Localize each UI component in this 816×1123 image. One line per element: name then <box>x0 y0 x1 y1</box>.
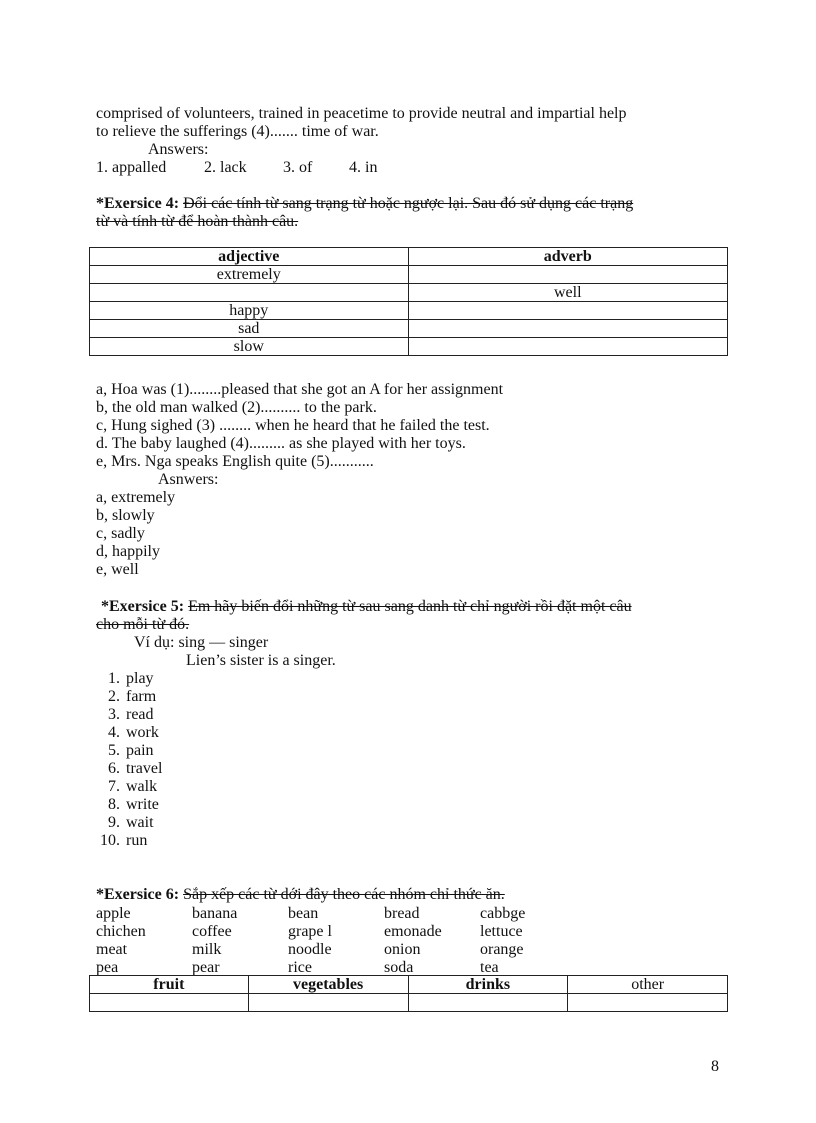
food-word: grape l <box>288 923 332 940</box>
food-row <box>96 941 576 959</box>
table-cell <box>408 320 727 338</box>
food-word: coffee <box>192 923 232 940</box>
table-row <box>90 284 728 302</box>
food-word: banana <box>192 905 238 922</box>
passage-answers-label: Answers: <box>148 141 209 158</box>
food-word: tea <box>480 959 499 976</box>
ex4-answer: e, well <box>96 561 139 578</box>
food-word: chichen <box>96 923 146 940</box>
passage-answer: 4. in <box>349 159 378 176</box>
food-row <box>96 905 576 923</box>
table-cell <box>90 994 249 1012</box>
ex4-heading <box>96 195 633 213</box>
adjective-adverb-table <box>89 247 728 356</box>
food-word: orange <box>480 941 524 958</box>
ex6-instruction: Sắp xếp các từ dới đây theo các nhóm chỉ thức ăn. <box>183 886 505 903</box>
table-cell <box>408 994 568 1012</box>
table-row <box>90 302 728 320</box>
food-groups-table <box>89 975 728 1012</box>
header-vegetables: vegetables <box>248 976 408 994</box>
list-item: 6. travel <box>108 760 163 777</box>
food-word: pea <box>96 959 119 976</box>
passage-answer: 3. of <box>283 159 313 176</box>
food-word: rice <box>288 959 312 976</box>
list-item: 7. walk <box>108 778 158 795</box>
table-row <box>90 994 728 1012</box>
ex4-title: *Exersice 4: <box>96 195 180 212</box>
header-adverb: adverb <box>408 248 727 266</box>
table-row <box>90 320 728 338</box>
food-word: onion <box>384 941 421 958</box>
list-item: 9. wait <box>108 814 154 831</box>
ex5-heading <box>101 598 632 616</box>
ex4-sentence: e, Mrs. Nga speaks English quite (5)........... <box>96 453 374 470</box>
list-item: 3. read <box>108 706 154 723</box>
table-row <box>90 266 728 284</box>
ex5-instruction-1: Em hãy biến đổi những từ sau sang danh từ chỉ người rồi đặt một câu <box>188 598 632 615</box>
header-other: other <box>568 976 728 994</box>
header-adjective: adjective <box>90 248 409 266</box>
food-word: meat <box>96 941 128 958</box>
table-cell <box>90 284 409 302</box>
table-header-row <box>90 248 728 266</box>
ex4-answer: b, slowly <box>96 507 155 524</box>
list-item: 4. work <box>108 724 159 741</box>
food-word: milk <box>192 941 222 958</box>
ex5-word-list <box>98 670 162 850</box>
ex5-title: *Exersice 5: <box>101 598 185 615</box>
food-word: lettuce <box>480 923 523 940</box>
ex5-example-2: Lien’s sister is a singer. <box>186 652 336 669</box>
table-cell: slow <box>90 338 409 356</box>
food-word: apple <box>96 905 131 922</box>
ex4-answers-label: Asnwers: <box>158 471 219 488</box>
table-cell: sad <box>90 320 409 338</box>
table-row <box>90 338 728 356</box>
ex4-answer: d, happily <box>96 543 160 560</box>
table-cell <box>408 302 727 320</box>
food-word-grid <box>96 905 576 977</box>
ex5-instruction-2: cho mỗi từ đó. <box>96 616 190 633</box>
header-fruit: fruit <box>90 976 249 994</box>
table-cell: well <box>408 284 727 302</box>
ex4-sentence: c, Hung sighed (3) ........ when he heard that he failed the test. <box>96 417 490 434</box>
header-drinks: drinks <box>408 976 568 994</box>
ex5-example-1: Ví dụ: sing — singer <box>134 634 269 651</box>
ex4-instruction-1: Đổi các tính từ sang trạng từ hoặc ngược lại. Sau đó sử dụng các trạng <box>183 195 634 212</box>
list-item: 8. write <box>108 796 159 813</box>
table-cell <box>248 994 408 1012</box>
page-number: 8 <box>711 1058 719 1075</box>
table-cell <box>408 338 727 356</box>
table-cell: happy <box>90 302 409 320</box>
passage-answer: 1. appalled <box>96 159 167 176</box>
table-cell: extremely <box>90 266 409 284</box>
passage-answer: 2. lack <box>204 159 247 176</box>
food-word: soda <box>384 959 414 976</box>
ex4-answer: a, extremely <box>96 489 176 506</box>
ex6-heading <box>96 886 505 904</box>
list-item: 10. run <box>100 832 148 849</box>
table-cell <box>568 994 728 1012</box>
ex6-title: *Exersice 6: <box>96 886 180 903</box>
food-word: cabbge <box>480 905 526 922</box>
passage-answers <box>96 159 377 177</box>
food-word: emonade <box>384 923 442 940</box>
food-row <box>96 923 576 941</box>
food-word: bean <box>288 905 319 922</box>
food-word: pear <box>192 959 220 976</box>
list-item: 1. play <box>108 670 154 687</box>
table-header-row <box>90 976 728 994</box>
list-item: 5. pain <box>108 742 154 759</box>
ex4-sentence: b, the old man walked (2).......... to the park. <box>96 399 377 416</box>
list-item: 2. farm <box>108 688 157 705</box>
ex4-sentence: a, Hoa was (1)........pleased that she got an A for her assignment <box>96 381 504 398</box>
table-cell <box>408 266 727 284</box>
food-word: bread <box>384 905 420 922</box>
food-word: noodle <box>288 941 332 958</box>
ex4-answer: c, sadly <box>96 525 145 542</box>
passage-line-1: comprised of volunteers, trained in peacetime to provide neutral and impartial help <box>96 105 627 122</box>
passage-line-2: to relieve the sufferings (4)....... time of war. <box>96 123 379 140</box>
ex4-sentence: d. The baby laughed (4)......... as she played with her toys. <box>96 435 466 452</box>
ex4-instruction-2: từ và tính từ để hoàn thành câu. <box>96 213 299 230</box>
